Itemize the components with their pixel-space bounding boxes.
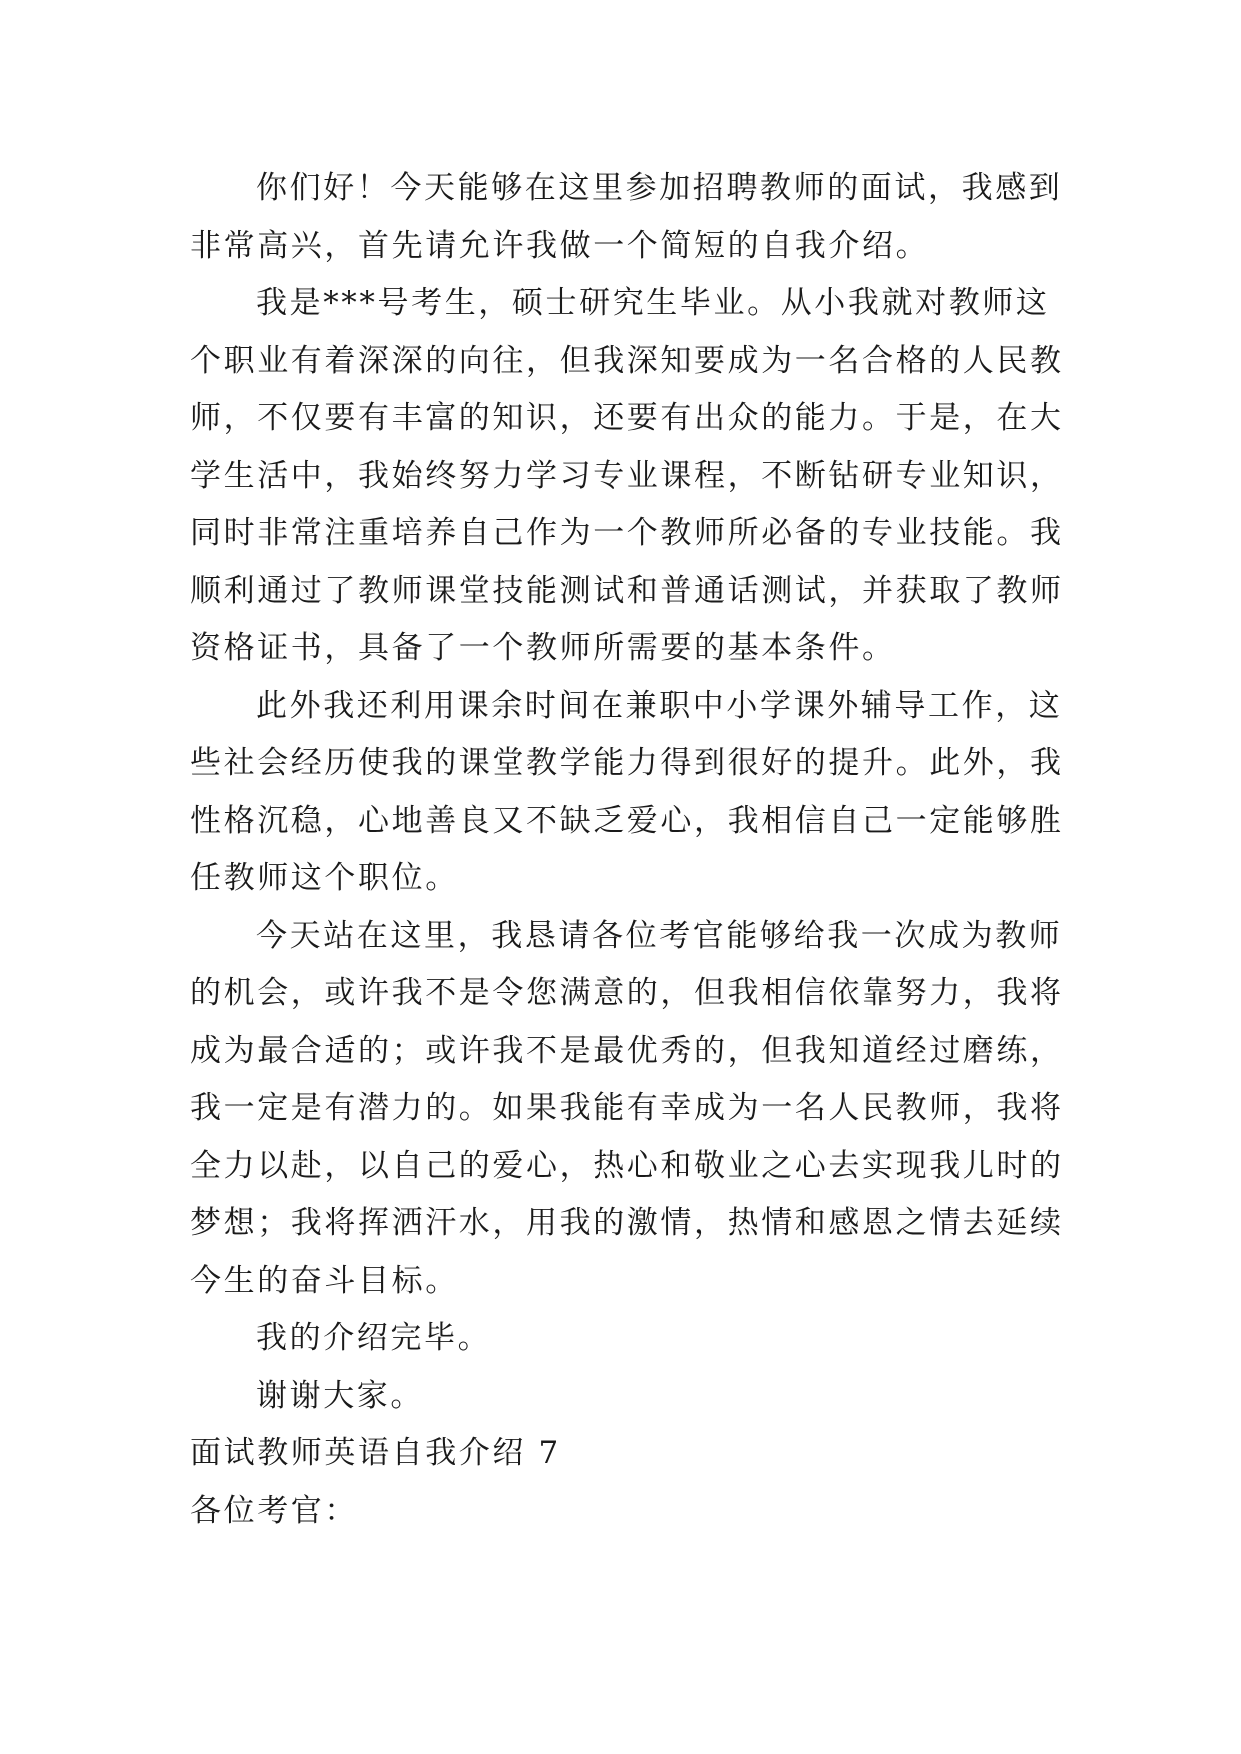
paragraph-line: 的机会，或许我不是令您满意的，但我相信依靠努力，我将 — [190, 975, 1064, 1011]
thanks-line: 谢谢大家。 — [256, 1377, 424, 1414]
paragraph-line: 顺利通过了教师课堂技能测试和普通话测试，并获取了教师 — [190, 572, 1064, 609]
paragraph-line: 非常高兴，首先请允许我做一个简短的自我介绍。 — [190, 227, 930, 264]
paragraph-line: 此外我还利用课余时间在兼职中小学课外辅导工作，这 — [256, 687, 1063, 724]
paragraph-line: 梦想；我将挥洒汗水，用我的激情，热情和感恩之情去延续 — [190, 1205, 1064, 1241]
paragraph-line: 我是***号考生，硕士研究生毕业。从小我就对教师这 — [256, 285, 1050, 321]
paragraph-line: 全力以赴，以自己的爱心，热心和敬业之心去实现我儿时的 — [190, 1147, 1064, 1184]
paragraph-line: 同时非常注重培养自己作为一个教师所必备的专业技能。我 — [190, 515, 1064, 551]
paragraph-line: 个职业有着深深的向往，但我深知要成为一名合格的人民教 — [190, 342, 1064, 379]
paragraph-line: 些社会经历使我的课堂教学能力得到很好的提升。此外，我 — [190, 745, 1064, 781]
paragraph-line: 性格沉稳，心地善良又不缺乏爱心，我相信自己一定能够胜 — [190, 802, 1064, 839]
paragraph-line: 学生活中，我始终努力学习专业课程，不断钻研专业知识， — [190, 457, 1064, 494]
salutation-line: 各位考官： — [190, 1492, 358, 1529]
paragraph-line: 成为最合适的；或许我不是最优秀的，但我知道经过磨练， — [190, 1032, 1064, 1069]
section-heading: 面试教师英语自我介绍 7 — [190, 1435, 561, 1471]
document-body — [190, 160, 1064, 1540]
closing-line: 我的介绍完毕。 — [256, 1320, 492, 1356]
paragraph-line: 今生的奋斗目标。 — [190, 1262, 459, 1299]
paragraph-line: 你们好！今天能够在这里参加招聘教师的面试，我感到 — [256, 170, 1063, 206]
paragraph-line: 师，不仅要有丰富的知识，还要有出众的能力。于是，在大 — [190, 400, 1064, 436]
paragraph-line: 我一定是有潜力的。如果我能有幸成为一名人民教师，我将 — [190, 1090, 1064, 1126]
paragraph-line: 今天站在这里，我恳请各位考官能够给我一次成为教师 — [256, 917, 1063, 954]
paragraph-line: 资格证书，具备了一个教师所需要的基本条件。 — [190, 630, 896, 666]
paragraph-line: 任教师这个职位。 — [190, 860, 459, 896]
